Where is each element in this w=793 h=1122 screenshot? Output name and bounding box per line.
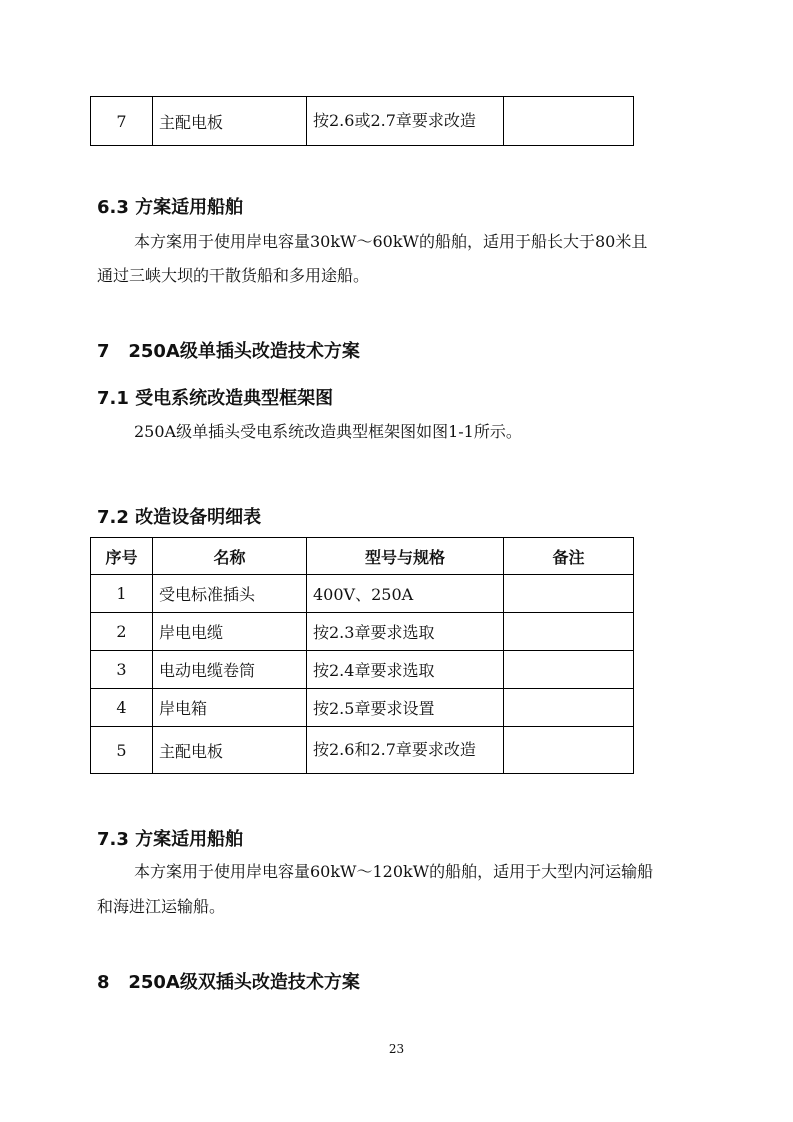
header-spec: 型号与规格 xyxy=(307,538,504,575)
section-6-3-heading: 6.3 方案适用船舶 xyxy=(97,197,244,218)
equipment-detail-table xyxy=(90,537,634,774)
section-7-3-text-line2: 和海进江运输船。 xyxy=(97,897,226,916)
section-8-heading: 8 250A级双插头改造技术方案 xyxy=(97,972,360,993)
row-name: 岸电箱 xyxy=(153,689,307,727)
continued-equipment-table xyxy=(90,96,634,146)
table-row xyxy=(91,689,634,727)
row-note xyxy=(504,575,634,613)
page-number: 23 xyxy=(388,1042,405,1056)
header-number: 序号 xyxy=(91,538,153,575)
table-row xyxy=(91,651,634,689)
row-spec: 按2.6或2.7章要求改造 xyxy=(307,97,504,146)
table-header-row xyxy=(91,538,634,575)
row-number: 3 xyxy=(91,651,153,689)
header-note: 备注 xyxy=(504,538,634,575)
section-7-3-heading: 7.3 方案适用船舶 xyxy=(97,829,244,850)
table-row xyxy=(91,97,634,146)
table-row xyxy=(91,575,634,613)
row-spec: 按2.3章要求选取 xyxy=(307,613,504,651)
row-name: 电动电缆卷筒 xyxy=(153,651,307,689)
table-row xyxy=(91,613,634,651)
row-spec: 按2.6和2.7章要求改造 xyxy=(307,727,504,774)
row-note xyxy=(504,689,634,727)
row-name: 主配电板 xyxy=(153,97,307,146)
row-note xyxy=(504,727,634,774)
section-7-1-text: 250A级单插头受电系统改造典型框架图如图1-1所示。 xyxy=(134,422,522,441)
row-spec: 按2.5章要求设置 xyxy=(307,689,504,727)
row-name: 受电标准插头 xyxy=(153,575,307,613)
section-6-3-text-line1: 本方案用于使用岸电容量30kW～60kW的船舶，适用于船长大于80米且 xyxy=(134,232,648,251)
row-number: 5 xyxy=(91,727,153,774)
header-name: 名称 xyxy=(153,538,307,575)
row-name: 主配电板 xyxy=(153,727,307,774)
section-7-2-heading: 7.2 改造设备明细表 xyxy=(97,507,262,528)
row-note xyxy=(504,97,634,146)
row-number: 4 xyxy=(91,689,153,727)
row-spec: 400V、250A xyxy=(307,575,504,613)
row-name: 岸电电缆 xyxy=(153,613,307,651)
row-note xyxy=(504,651,634,689)
row-note xyxy=(504,613,634,651)
row-number: 7 xyxy=(91,97,153,146)
section-6-3-text-line2: 通过三峡大坝的干散货船和多用途船。 xyxy=(97,266,370,285)
section-7-3-text-line1: 本方案用于使用岸电容量60kW～120kW的船舶，适用于大型内河运输船 xyxy=(134,862,654,881)
section-7-heading: 7 250A级单插头改造技术方案 xyxy=(97,341,360,362)
row-spec: 按2.4章要求选取 xyxy=(307,651,504,689)
row-number: 2 xyxy=(91,613,153,651)
row-number: 1 xyxy=(91,575,153,613)
section-7-1-heading: 7.1 受电系统改造典型框架图 xyxy=(97,388,334,409)
table-row xyxy=(91,727,634,774)
